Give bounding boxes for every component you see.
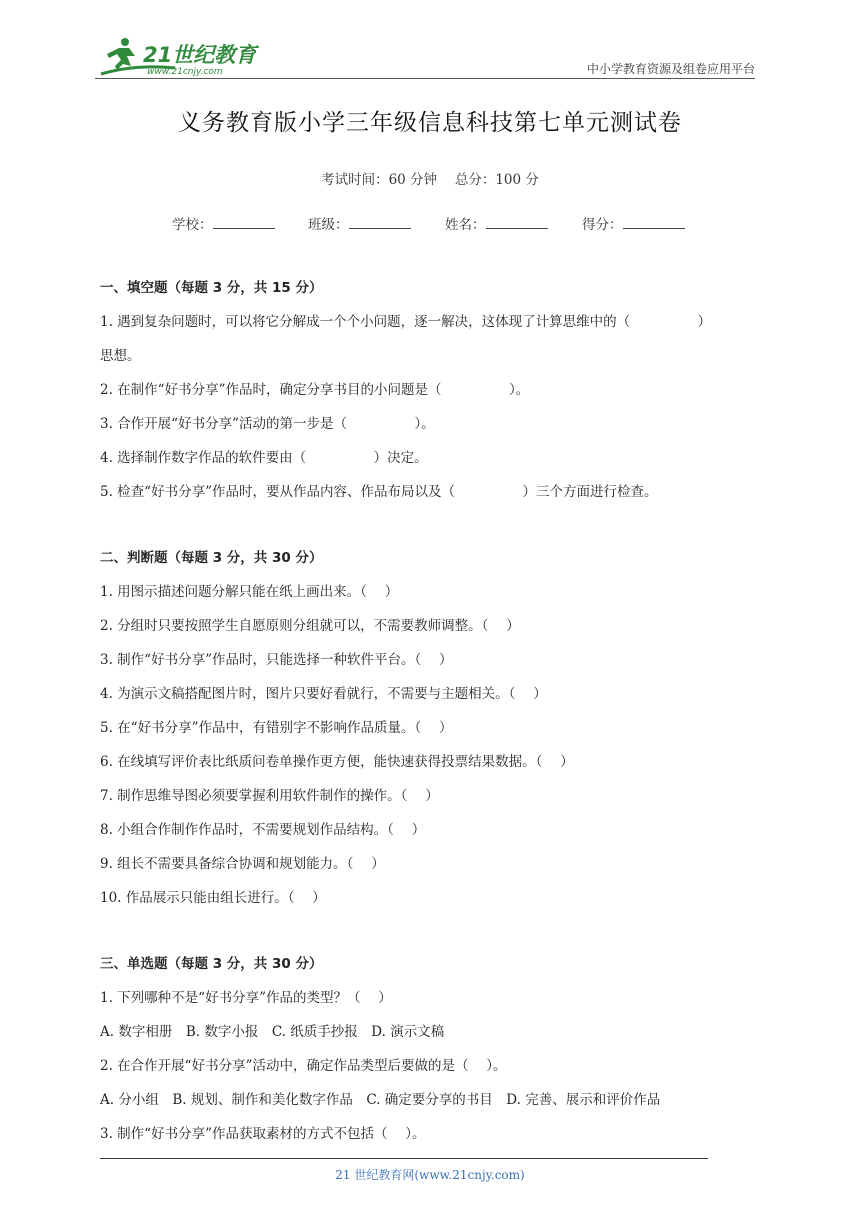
question-options: A. 分小组 B. 规划、制作和美化数字作品 C. 确定要分享的书目 D. 完善、展示和评价作品 [100,1092,661,1108]
question: 7. 制作思维导图必须要掌握利用软件制作的操作。（ ） [100,788,439,804]
question: 9. 组长不需要具备综合协调和规划能力。（ ） [100,856,385,872]
header-divider [95,78,755,79]
score-field[interactable]: 得分： [582,213,685,233]
footer-divider [100,1158,708,1159]
exam-meta: 考试时间：60 分钟 总分：100 分 [321,172,539,188]
question: 思想。 [100,348,141,364]
question: 6. 在线填写评价表比纸质问卷单操作更方便，能快速获得投票结果数据。（ ） [100,754,574,770]
question: 4. 为演示文稿搭配图片时，图片只要好看就行，不需要与主题相关。（ ） [100,686,547,702]
page-title: 义务教育版小学三年级信息科技第七单元测试卷 [178,110,682,136]
page-header [95,34,755,80]
school-field[interactable]: 学校： [172,213,275,233]
question: 5. 在“好书分享”作品中，有错别字不影响作品质量。（ ） [100,720,453,736]
name-field[interactable]: 姓名： [445,213,548,233]
question: 4. 选择制作数字作品的软件要由（ ）决定。 [100,450,428,466]
21cnjy-logo [95,34,265,80]
question: 3. 制作“好书分享”作品获取素材的方式不包括（ ）。 [100,1126,426,1142]
platform-tagline: 中小学教育资源及组卷应用平台 [586,62,755,76]
question-options: A. 数字相册 B. 数字小报 C. 纸质手抄报 D. 演示文稿 [100,1024,445,1040]
question: 8. 小组合作制作作品时，不需要规划作品结构。（ ） [100,822,426,838]
question: 3. 合作开展“好书分享”活动的第一步是（ ）。 [100,416,435,432]
question: 2. 分组时只要按照学生自愿原则分组就可以，不需要教师调整。（ ） [100,618,520,634]
section-heading: 三、单选题（每题 3 分，共 30 分） [100,956,323,972]
question: 1. 遇到复杂问题时，可以将它分解成一个个小问题，逐一解决，这体现了计算思维中的（ ） [100,314,712,330]
question: 1. 用图示描述问题分解只能在纸上画出来。（ ） [100,584,399,600]
question: 3. 制作“好书分享”作品时，只能选择一种软件平台。（ ） [100,652,453,668]
question: 2. 在制作“好书分享”作品时，确定分享书目的小问题是（ ）。 [100,382,530,398]
question: 5. 检查“好书分享”作品时，要从作品内容、作品布局以及（ ）三个方面进行检查。 [100,484,658,500]
section-heading: 二、判断题（每题 3 分，共 30 分） [100,550,323,566]
footer-link[interactable]: 21 世纪教育网(www.21cnjy.com) [335,1168,525,1182]
question: 2. 在合作开展“好书分享”活动中，确定作品类型后要做的是（ ）。 [100,1058,507,1074]
question: 1. 下列哪种不是“好书分享”作品的类型？（ ） [100,990,392,1006]
question: 10. 作品展示只能由组长进行。（ ） [100,890,326,906]
class-field[interactable]: 班级： [308,213,411,233]
section-heading: 一、填空题（每题 3 分，共 15 分） [100,280,323,296]
svg-text:www.21cnjy.com: www.21cnjy.com [147,67,223,77]
svg-text:21世纪教育: 21世纪教育 [143,43,257,67]
